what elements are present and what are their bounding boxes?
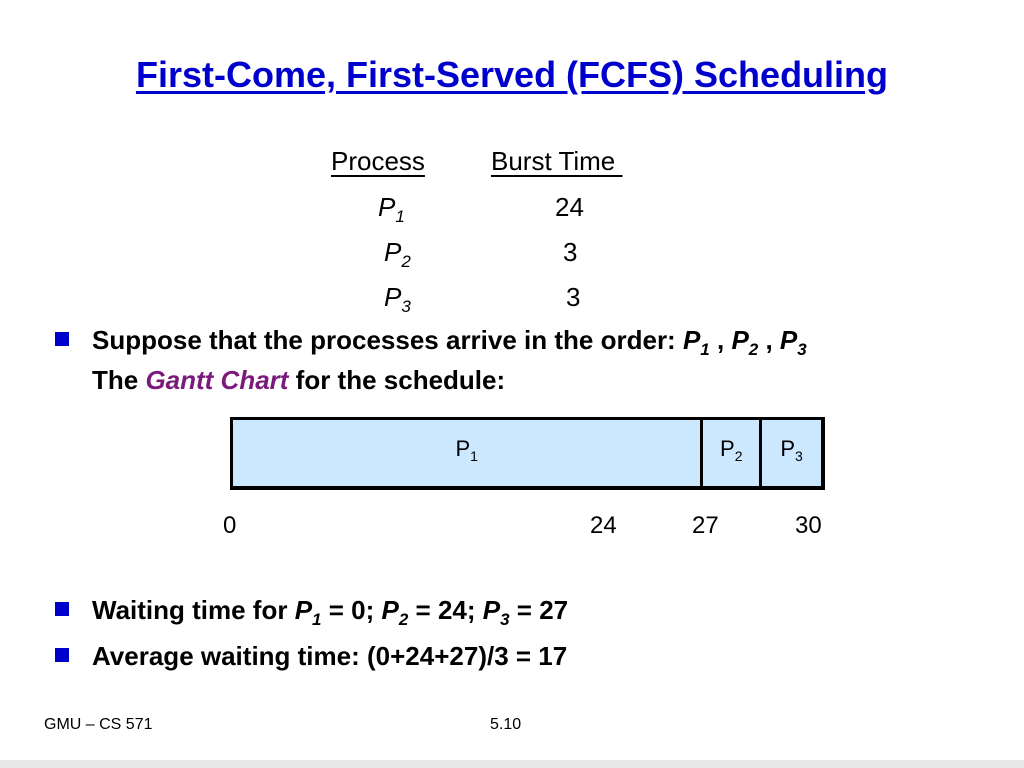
slide-title: First-Come, First-Served (FCFS) Scheduling [135,54,889,95]
bullet-square-icon [55,602,69,616]
table-row-process: $P_3$ [384,282,411,316]
bullet-square-icon [55,332,69,346]
table-row-burst: 3 [563,237,578,267]
table-header-burst: Burst Time [491,146,623,176]
gantt-caption: The Gantt Chart for the schedule: [92,365,506,395]
gantt-tick-label: 0 [223,512,237,539]
gantt-segment-p1: $P_1$ [233,420,703,486]
footer-page-number: 5.10 [490,716,522,733]
footer-divider [0,760,1024,768]
gantt-chart [230,417,825,490]
footer-course: GMU – CS 571 [44,716,153,733]
table-row-burst: 24 [555,192,584,222]
table-row-process: $P_2$ [384,237,411,271]
gantt-tick-label: 24 [590,512,617,539]
bullet-average-waiting: Average waiting time: (0+24+27)/3 = 17 [92,641,568,671]
table-header-process: Process [331,146,425,176]
gantt-segment-p2: $P_2$ [703,420,762,486]
gantt-tick-label: 30 [795,512,822,539]
gantt-tick-label: 27 [692,512,719,539]
table-row-burst: 3 [566,282,581,312]
bullet-square-icon [55,648,69,662]
bullet-waiting-time: Waiting time for $P_1 = 0$; $P_2 = 24$; $P_3 = 27$ [92,595,569,629]
bullet-arrival-order: Suppose that the processes arrive in the order: $P_1$ , $P_2$ , $P_3$ [92,325,807,359]
table-row-process: $P_1$ [378,192,405,226]
gantt-segment-p3: $P_3$ [780,436,803,464]
